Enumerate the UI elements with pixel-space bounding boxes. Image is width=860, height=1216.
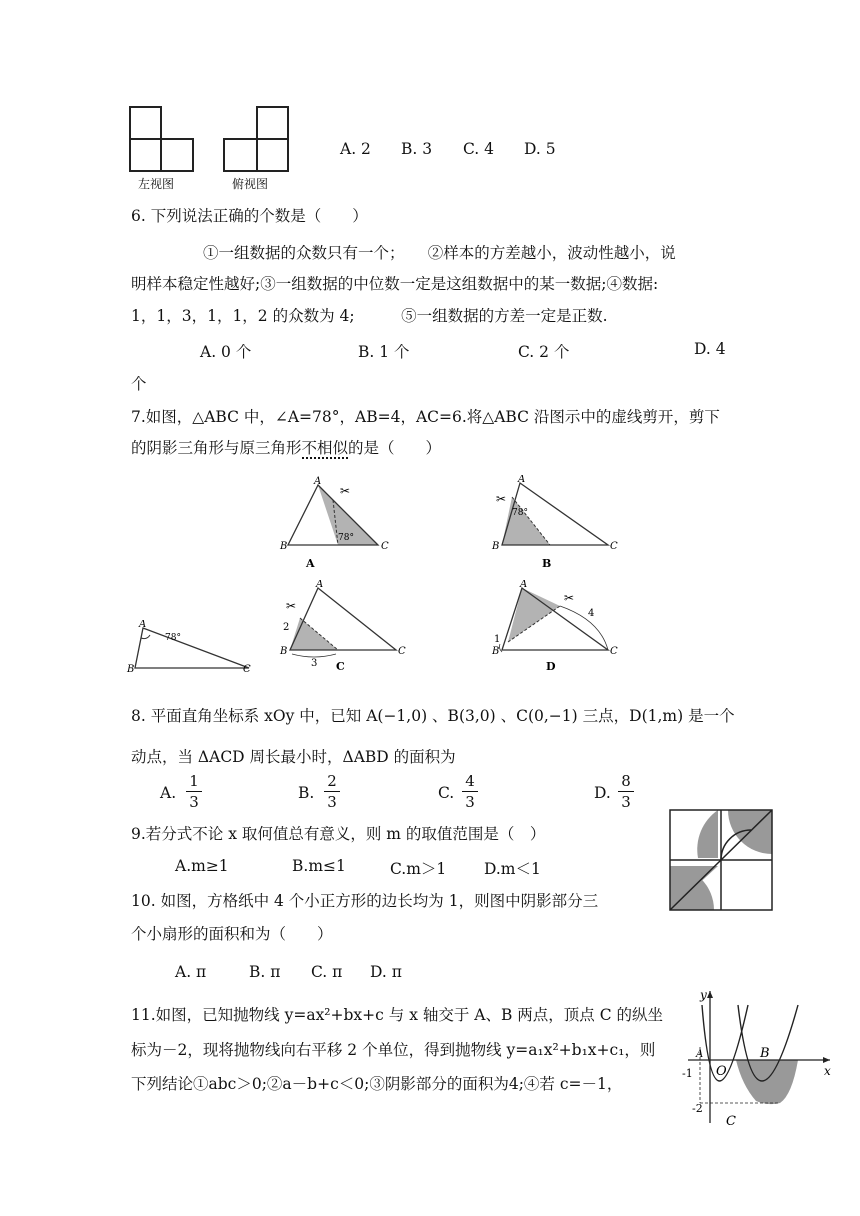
q7-figure-b (490, 475, 620, 570)
fig-c-label-c: C (398, 646, 406, 657)
q10-grid-figure (666, 806, 776, 912)
q8-option-a-num: 1 (189, 772, 199, 790)
fig-a-label-a: A (314, 476, 322, 487)
q8-option-d-den: 3 (621, 793, 631, 811)
fig-d-len4: 4 (588, 608, 595, 619)
q11-label-b: B (760, 1046, 770, 1061)
q9-option-d: D.m＜1 (484, 860, 541, 878)
q7-line2-em: 不相似 (301, 439, 349, 457)
q6-option-a: A. 0 个 (200, 343, 252, 361)
q11-label-a: A (696, 1049, 704, 1060)
orig-label-b: B (127, 664, 135, 675)
q11-label-neg1: -1 (682, 1067, 693, 1080)
q8-option-c-letter: C. (438, 784, 455, 802)
q8-option-c-num: 4 (465, 772, 475, 790)
q5-left-view-figure (128, 105, 198, 175)
fig-a-label-b: B (280, 541, 288, 552)
q6-option-wrap: 个 (131, 375, 147, 393)
q10-line1: 10. 如图，方格纸中 4 个小正方形的边长均为 1，则图中阴影部分三 (131, 892, 599, 910)
scissors-icon: ✂ (340, 484, 351, 498)
q7-line2-post: 的是（ ） (348, 439, 442, 457)
fig-b-label-a: A (518, 475, 526, 485)
orig-label-c: C (243, 664, 251, 675)
scissors-icon: ✂ (496, 492, 507, 506)
q8-option-d-letter: D. (594, 784, 611, 802)
scissors-icon: ✂ (564, 591, 575, 605)
q8-option-d (594, 772, 654, 814)
top-view-label: 俯视图 (232, 177, 269, 191)
fig-a-angle: 78° (338, 533, 354, 543)
fig-b-caption: B (542, 557, 552, 570)
q8-option-d-num: 8 (621, 772, 631, 790)
q5-option-b: B. 3 (401, 140, 433, 158)
q6-option-d: D. 4 (694, 340, 726, 358)
q8-option-b-num: 2 (327, 772, 337, 790)
q11-label-neg2: -2 (692, 1102, 703, 1115)
q8-option-a-den: 3 (189, 793, 199, 811)
fig-b-label-c: C (610, 541, 618, 552)
fig-d-caption: D (546, 660, 556, 672)
q9-option-c: C.m＞1 (390, 860, 447, 878)
q7-line2-pre: 的阴影三角形与原三角形 (131, 439, 302, 457)
q9-option-a: A.m≥1 (175, 857, 229, 875)
q7-figure-c (278, 580, 408, 672)
q10-line2: 个小扇形的面积和为（ ） (131, 925, 333, 943)
q5-option-c: C. 4 (463, 140, 495, 158)
fig-d-label-a: A (520, 580, 528, 590)
fig-b-label-b: B (492, 541, 500, 552)
fig-c-label-a: A (316, 580, 324, 590)
fig-a-caption: A (306, 557, 315, 570)
q7-original-triangle (125, 620, 255, 680)
q8-option-c (438, 772, 498, 814)
q11-line3: 下列结论①abc＞0;②a－b+c＜0;③阴影部分的面积为4;④若 c=－1， (131, 1075, 623, 1093)
fig-c-caption: C (336, 660, 345, 672)
q7-figure-a (278, 475, 408, 570)
q8-option-b-den: 3 (327, 793, 337, 811)
scissors-icon: ✂ (286, 599, 297, 613)
q5-top-view-figure (222, 105, 292, 175)
q6-stem: 6. 下列说法正确的个数是（ ） (131, 207, 368, 225)
q8-option-b (298, 772, 358, 814)
q6-option-c: C. 2 个 (518, 343, 570, 361)
fig-c-len3: 3 (311, 658, 318, 669)
q7-line1: 7.如图，△ABC 中，∠A=78°，AB=4，AC=6.将△ABC 沿图示中的虚线剪开，剪下 (131, 408, 720, 426)
q8-line2: 动点，当 ΔACD 周长最小时，ΔABD 的面积为 (131, 748, 456, 766)
q6-option-b: B. 1 个 (358, 343, 410, 361)
fig-d-label-b: B (492, 646, 500, 657)
q8-option-c-den: 3 (465, 793, 475, 811)
q10-option-c: C. π (311, 963, 343, 981)
fig-a-label-c: C (381, 541, 389, 552)
q6-line3: 1，1，3，1，1，2 的众数为 4; ⑤一组数据的方差一定是正数. (131, 307, 608, 325)
q11-parabola-figure (680, 985, 835, 1130)
fig-c-label-b: B (280, 646, 288, 657)
q9-option-b: B.m≤1 (292, 857, 346, 875)
q5-option-a: A. 2 (340, 140, 371, 158)
q8-option-a (160, 772, 220, 814)
orig-label-a: A (139, 620, 147, 630)
q11-line1: 11.如图，已知抛物线 y=ax²+bx+c 与 x 轴交于 A、B 两点，顶点 C 的纵坐 (131, 1006, 664, 1024)
q8-line1: 8. 平面直角坐标系 xOy 中，已知 A(−1,0) 、B(3,0) 、C(0,−1) 三点，D(1,m) 是一个 (131, 707, 735, 725)
q11-label-c: C (726, 1114, 736, 1129)
fig-d-label-c: C (610, 646, 618, 657)
q7-line2 (131, 436, 441, 458)
left-view-label: 左视图 (138, 177, 175, 191)
q6-line1: ①一组数据的众数只有一个； ②样本的方差越小，波动性越小，说 (203, 244, 676, 262)
q10-option-a: A. π (175, 963, 207, 981)
orig-angle: 78° (165, 633, 181, 643)
fig-b-angle: 78° (512, 508, 528, 518)
q6-line2: 明样本稳定性越好;③一组数据的中位数一定是这组数据中的某一数据;④数据: (131, 275, 659, 293)
q7-figure-d (490, 580, 620, 672)
q8-option-a-letter: A. (160, 784, 177, 802)
q10-option-b: B. π (249, 963, 281, 981)
fig-c-len2: 2 (283, 622, 290, 633)
q11-line2: 标为－2，现将抛物线向右平移 2 个单位，得到抛物线 y=a₁x²+b₁x+c₁，则 (131, 1041, 656, 1059)
q5-option-d: D. 5 (524, 140, 556, 158)
q9-stem: 9.若分式不论 x 取何值总有意义，则 m 的取值范围是（ ） (131, 825, 546, 843)
q11-label-o: O (716, 1064, 727, 1079)
q8-option-b-letter: B. (298, 784, 315, 802)
q11-label-y: y (700, 988, 707, 1002)
q10-option-d: D. π (370, 963, 402, 981)
q11-label-x: x (824, 1064, 831, 1078)
fig-d-len1: 1 (494, 634, 501, 645)
